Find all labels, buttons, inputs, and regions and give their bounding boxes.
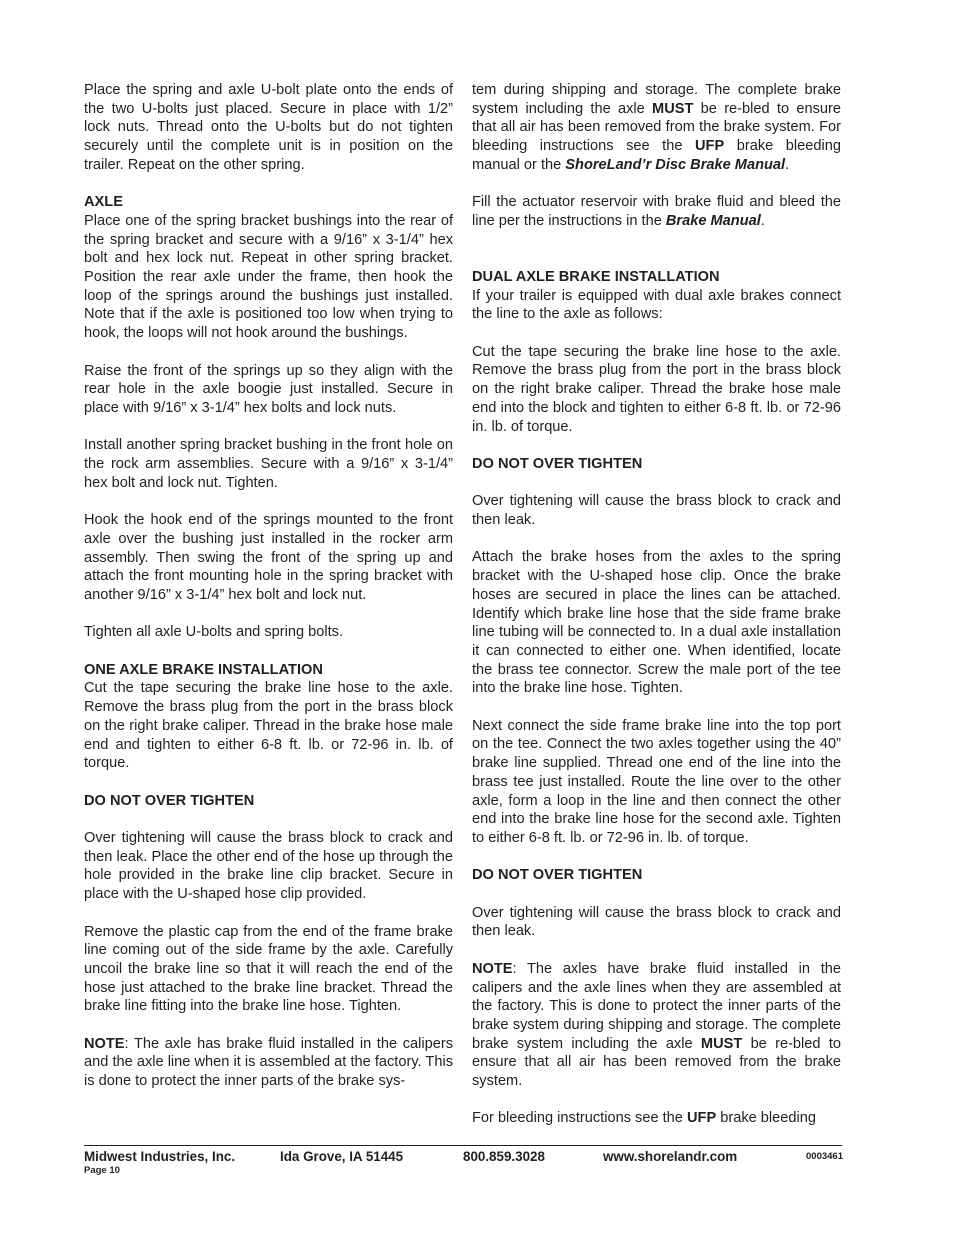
paragraph-cut-tape: Cut the tape securing the brake line hose to the axle. Remove the brass plug from the port in the brass block on the right brake caliper. Thread the brake hose male end into the block and tighten to either 6-8 ft. lb. or 72-96 in. lb. of torque. [472,343,841,435]
paragraph-hook-springs: Hook the hook end of the springs mounted to the front axle over the bushing just installed in the rocker arm assembly. Then swing the front of the spring up and attach the front mounting hole in the spring bracket with another 9/16” x 3-1/4” hex bolt and lock nut. [84,512,453,603]
paragraph-over-tightening: Over tightening will cause the brass block to crack and then leak. Place the other end of the hose up through the hole provided in the brake line clip bracket. Secure in place with the U-shaped hose clip provided. [84,830,453,903]
footer-phone: 800.859.3028 [463,1149,545,1164]
section-heading-one-axle-brake: ONE AXLE BRAKE INSTALLATION [84,661,323,678]
page-number: Page 10 [84,1165,120,1176]
continued-text: be re-bled to ensure that all air has been removed from the brake system. For bleeding instructions see the [472,100,841,155]
note-paragraph [472,960,841,1091]
paragraph-bleeding-instructions [472,1109,841,1128]
warning-heading: DO NOT OVER TIGHTEN [472,455,643,472]
period: . [785,156,790,173]
must-emphasis: MUST [652,100,694,117]
note-text: : The axle has brake fluid installed in the calipers and the axle line when it is assembled at the factory. This is done to protect the inner parts of the brake sys- [84,1035,453,1090]
paragraph-over-tightening: Over tightening will cause the brass block to crack and then leak. [472,904,841,940]
section-heading-axle: AXLE [84,194,123,211]
document-code: 0003461 [806,1151,843,1162]
paragraph-ubolt-plate: Place the spring and axle U-bolt plate onto the ends of the two U-bolts just placed. Secure in place with 1/2” lock nuts. Thread onto the U-bolts but do not tighten securely until the complete unit is in position on the trailer. Repeat on the other spring. [84,82,453,173]
paragraph-over-tightening: Over tightening will cause the brass block to crack and then leak. [472,493,841,529]
paragraph-axle-bushings: Place one of the spring bracket bushings into the rear of the spring bracket and secure with a 9/16” x 3-1/4” hex bolt and hex lock nut. Repeat in other spring bracket. Position the rear axle under the frame, then hook the loop of the springs around the bushings just installed. Note that if the axle is positioned too low when trying to hook, the loops will not hook around the bushings. [84,212,453,342]
footer-website: www.shorelandr.com [603,1149,738,1164]
ufp-emphasis: UFP [686,1110,717,1127]
section-heading-dual-axle-brake: DUAL AXLE BRAKE INSTALLATION [472,268,720,285]
note-label: NOTE [84,1035,125,1052]
warning-heading: DO NOT OVER TIGHTEN [472,867,643,884]
note-text: : The axles have brake fluid installed in the calipers and the axle lines when they are assembled at the factory. This is done to protect the inner parts of the brake system during shipping and storage. The complete brake system including the axle [472,960,841,1052]
spacer [472,249,841,268]
footer-location: Ida Grove, IA 51445 [280,1149,404,1164]
continued-text: brake bleeding manual or the [472,138,841,173]
disc-brake-manual-title: ShoreLand’r Disc Brake Manual [565,156,786,173]
paragraph-tighten-all: Tighten all axle U-bolts and spring bolts. [84,624,344,641]
right-column [472,81,841,1128]
footer-company: Midwest Industries, Inc. [84,1149,236,1164]
left-column [84,81,453,1091]
paragraph-install-bushing: Install another spring bracket bushing in the front hole on the rock arm assemblies. Secure with a 9/16” x 3-1/4” hex bolt and lock nut. Tighten. [84,437,453,491]
note-text: be re-bled to ensure that all air has been removed from the brake system. [472,1035,841,1090]
paragraph-raise-springs: Raise the front of the springs up so they align with the rear hole in the axle boogie just installed. Secure in place with 9/16” x 3-1/4” hex bolts and lock nuts. [84,362,453,416]
footer-divider [84,1145,842,1146]
must-emphasis: MUST [700,1035,743,1052]
ufp-emphasis: UFP [695,138,725,155]
paragraph-continued-note [472,81,841,175]
paragraph-one-axle-brake: Cut the tape securing the brake line hose to the axle. Remove the brass plug from the port in the brass block on the right brake caliper. Thread in the brake hose male end and tighten to either 6-8 ft. lb. or 72-96 in. lb. of torque. [84,680,453,772]
fill-text: Fill the actuator reservoir with brake fluid and bleed the line per the instructions in the [472,194,841,229]
brake-manual-title: Brake Manual [665,212,761,229]
paragraph-attach-hoses: Attach the brake hoses from the axles to the spring bracket with the U-shaped hose clip. Once the brake hoses are secured in place the lines can be attached. Identify which brake line hose that the side frame brake line tubing will be connected to. In a dual axle installation it can connected to either one. When identified, locate the brass tee connector. Screw the male port of the tee into the brake line hose. Tighten. [472,549,841,697]
paragraph-connect-lines: Next connect the side frame brake line into the top port on the tee. Connect the two axles together using the 40” brake line supplied. Thread one end of the line into the brass tee just installed. Route the line over to the other axle, form a loop in the line and then connect the other end into the brake line hose for the second axle. Tighten to either 6-8 ft. lb. or 72-96 in. lb. of torque. [472,717,841,846]
bleed-text: For bleeding instructions see the [472,1110,687,1127]
paragraph-fill-reservoir [472,193,841,230]
note-paragraph [84,1035,453,1091]
warning-heading: DO NOT OVER TIGHTEN [84,792,255,809]
bleed-text: brake bleeding [716,1110,816,1127]
note-label: NOTE [472,960,513,977]
continued-text: tem during shipping and storage. The complete brake system including the axle [472,82,841,117]
period: . [760,212,765,229]
paragraph-remove-cap: Remove the plastic cap from the end of the frame brake line coming out of the side frame by the axle. Carefully uncoil the brake line so that it will reach the end of the hose just attached to the brake line bracket. Thread the brake line fitting into the brake line hose. Tighten. [84,923,453,1015]
paragraph-dual-axle-intro: If your trailer is equipped with dual axle brakes connect the line to the axle as follows: [472,287,841,323]
